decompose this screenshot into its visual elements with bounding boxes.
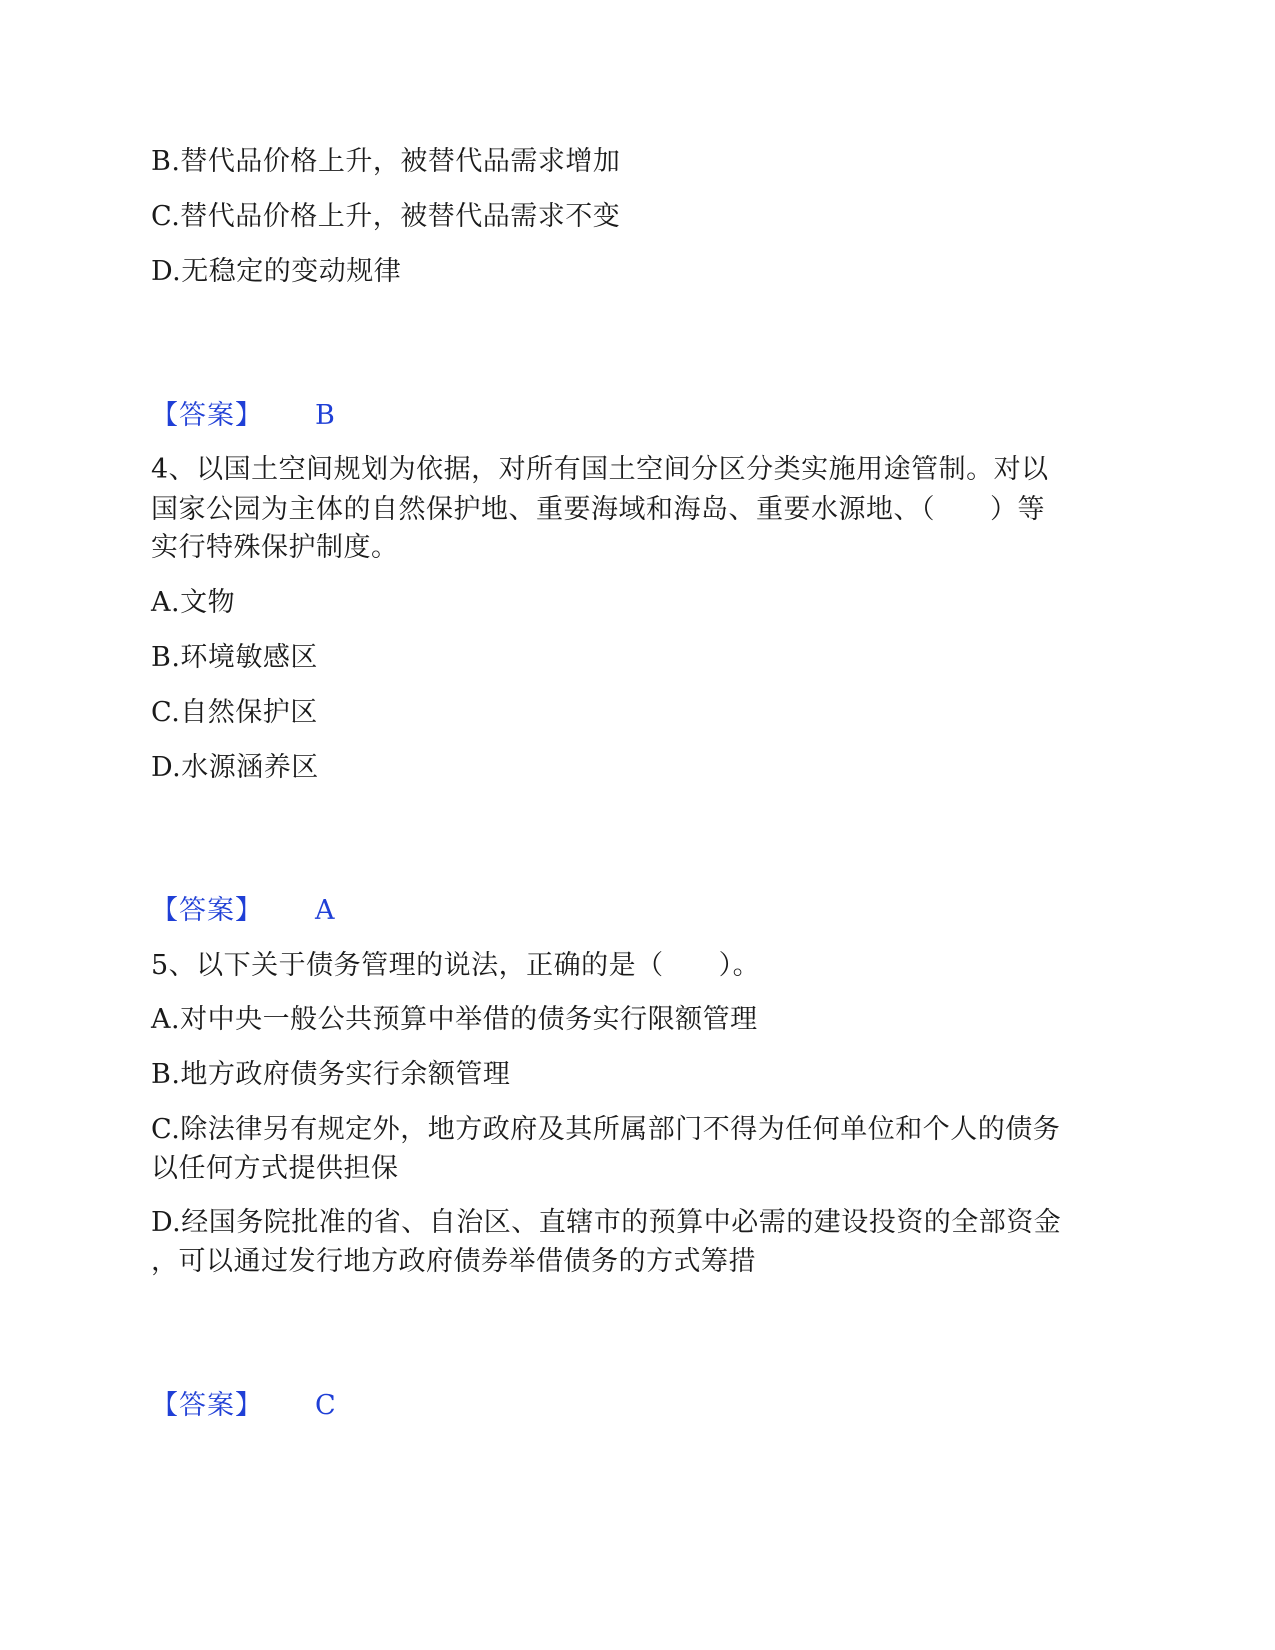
q5-option-d-line1: D.经国务院批准的省、自治区、直辖市的预算中必需的建设投资的全部资金 bbox=[151, 1207, 1062, 1238]
q5-stem: 5、以下关于债务管理的说法，正确的是（ ）。 bbox=[151, 950, 761, 981]
q3-option-c: C.替代品价格上升，被替代品需求不变 bbox=[151, 201, 621, 232]
q4-option-a: A.文物 bbox=[151, 587, 236, 618]
answer-value: B bbox=[315, 400, 335, 431]
q5-option-c-line1: C.除法律另有规定外，地方政府及其所属部门不得为任何单位和个人的债务 bbox=[151, 1114, 1061, 1145]
q4-option-d: D.水源涵养区 bbox=[151, 752, 319, 783]
q5-option-a: A.对中央一般公共预算中举借的债务实行限额管理 bbox=[151, 1004, 758, 1035]
answer-value: A bbox=[315, 895, 335, 926]
q4-stem-line1: 4、以国土空间规划为依据，对所有国土空间分区分类实施用途管制。对以 bbox=[151, 454, 1049, 485]
q4-stem-line2: 国家公园为主体的自然保护地、重要海域和海岛、重要水源地、（ ）等 bbox=[151, 494, 1045, 525]
q5-answer-row bbox=[151, 1386, 336, 1426]
q4-answer-row bbox=[151, 891, 335, 931]
q3-option-b: B.替代品价格上升，被替代品需求增加 bbox=[151, 146, 621, 177]
q5-option-b: B.地方政府债务实行余额管理 bbox=[151, 1059, 511, 1090]
answer-label: 【答案】 bbox=[151, 1390, 263, 1421]
answer-label: 【答案】 bbox=[151, 400, 263, 431]
q4-option-c: C.自然保护区 bbox=[151, 697, 318, 728]
q4-stem-line3: 实行特殊保护制度。 bbox=[151, 532, 399, 563]
q3-option-d: D.无稳定的变动规律 bbox=[151, 256, 402, 287]
q4-option-b: B.环境敏感区 bbox=[151, 642, 318, 673]
q3-answer-row bbox=[151, 396, 335, 436]
q5-option-d-line2: ，可以通过发行地方政府债券举借债务的方式筹措 bbox=[151, 1246, 756, 1277]
q5-option-c-line2: 以任何方式提供担保 bbox=[151, 1153, 399, 1184]
answer-value: C bbox=[315, 1390, 336, 1421]
answer-label: 【答案】 bbox=[151, 895, 263, 926]
